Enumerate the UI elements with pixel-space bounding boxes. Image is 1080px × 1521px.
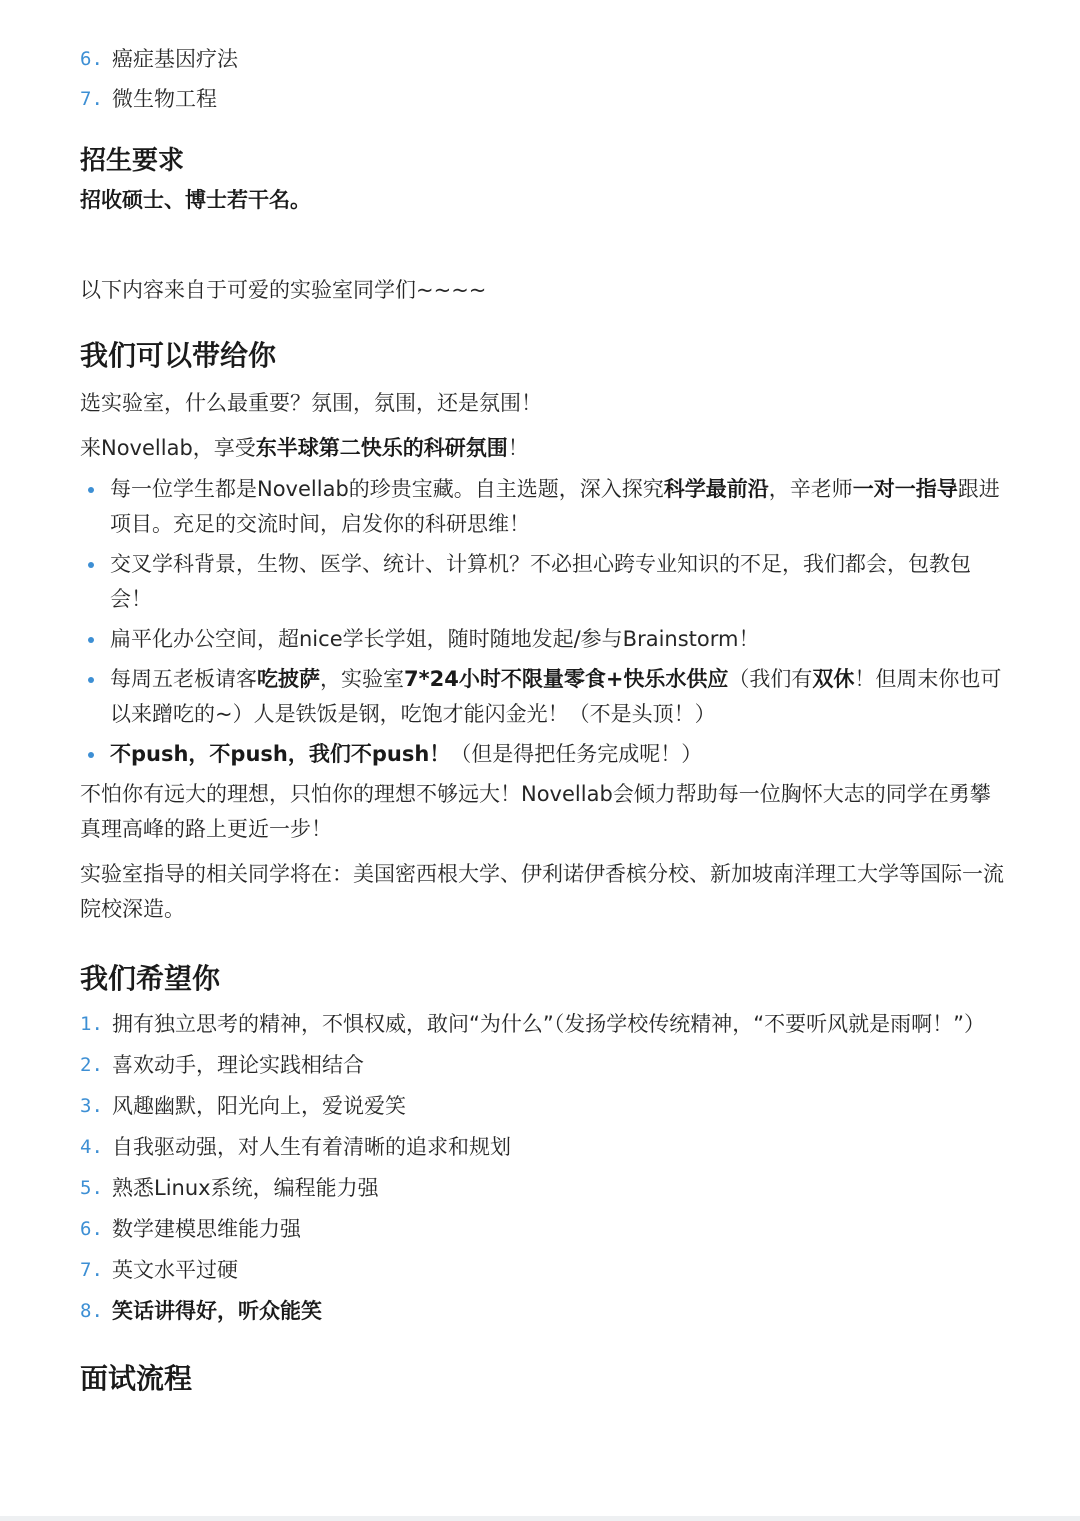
list-item-text: 笑话讲得好，听众能笑 bbox=[112, 1299, 322, 1323]
offer-paragraph-1: 选实验室，什么最重要？氛围，氛围，还是氛围！ bbox=[80, 391, 542, 415]
list-number: 5. bbox=[80, 1177, 103, 1199]
list-number: 4. bbox=[80, 1136, 103, 1158]
list-item bbox=[80, 42, 1005, 77]
offer-paragraph-4: 实验室指导的相关同学将在：美国密西根大学、伊利诺伊香槟分校、新加坡南洋理工大学等国际一流院校深造。 bbox=[80, 862, 1004, 921]
hope-heading: 我们希望你 bbox=[80, 962, 221, 995]
list-item bbox=[80, 1253, 1005, 1288]
list-item-text: 喜欢动手，理论实践相结合 bbox=[112, 1053, 364, 1077]
list-item: 不push，不push，我们不push！（但是得把任务完成呢！） bbox=[80, 737, 1005, 772]
list-item: 交叉学科背景，生物、医学、统计、计算机？不必担心跨专业知识的不足，我们都会，包教包会！ bbox=[80, 547, 1005, 617]
list-item: 每一位学生都是Novellab的珍贵宝藏。自主选题，深入探究科学最前沿，辛老师一对一指导跟进项目。充足的交流时间，启发你的科研思维！ bbox=[80, 472, 1005, 542]
list-number: 6. bbox=[80, 48, 103, 70]
list-item-text: 癌症基因疗法 bbox=[112, 47, 238, 71]
list-item bbox=[80, 82, 1005, 117]
list-item-text: 风趣幽默，阳光向上，爱说爱笑 bbox=[112, 1094, 406, 1118]
list-number: 8. bbox=[80, 1300, 103, 1322]
intro-text: 以下内容来自于可爱的实验室同学们~~~~ bbox=[80, 278, 487, 302]
list-number: 7. bbox=[80, 88, 103, 110]
list-item-text: 自我驱动强，对人生有着清晰的追求和规划 bbox=[112, 1135, 511, 1159]
hope-list bbox=[80, 1007, 1005, 1329]
list-number: 7. bbox=[80, 1259, 103, 1281]
offer-paragraph-3: 不怕你有远大的理想，只怕你的理想不够远大！Novellab会倾力帮助每一位胸怀大志的同学在勇攀真理高峰的路上更近一步！ bbox=[80, 782, 991, 841]
list-item: 每周五老板请客吃披萨，实验室7*24小时不限量零食+快乐水供应（我们有双休！但周末你也可以来蹭吃的~）人是铁饭是钢，吃饱才能闪金光！（不是头顶！） bbox=[80, 662, 1005, 732]
list-item-text: 熟悉Linux系统，编程能力强 bbox=[112, 1176, 379, 1200]
list-item: 扁平化办公空间，超nice学长学姐，随时随地发起/参与Brainstorm！ bbox=[80, 622, 1005, 657]
list-item bbox=[80, 1212, 1005, 1247]
offer-paragraph-2: 来Novellab，享受东半球第二快乐的科研氛围！ bbox=[80, 436, 529, 460]
list-number: 2. bbox=[80, 1054, 103, 1076]
list-number: 1. bbox=[80, 1013, 103, 1035]
admission-text: 招收硕士、博士若干名。 bbox=[80, 188, 311, 212]
list-item bbox=[80, 1294, 1005, 1329]
list-item-text: 英文水平过硬 bbox=[112, 1258, 238, 1282]
bullet-dot bbox=[88, 677, 94, 683]
list-item-text: 拥有独立思考的精神，不惧权威，敢问“为什么”（发扬学校传统精神，“不要听风就是雨啊！”） bbox=[112, 1012, 986, 1036]
research-directions-list bbox=[80, 42, 1005, 117]
bullet-dot bbox=[88, 487, 94, 493]
page-bottom-edge bbox=[0, 1516, 1080, 1521]
list-number: 3. bbox=[80, 1095, 103, 1117]
list-item bbox=[80, 1089, 1005, 1124]
list-number: 6. bbox=[80, 1218, 103, 1240]
offer-heading: 我们可以带给你 bbox=[80, 339, 277, 372]
bullet-dot bbox=[88, 562, 94, 568]
list-item bbox=[80, 1048, 1005, 1083]
admission-heading: 招生要求 bbox=[80, 146, 185, 176]
bullet-dot bbox=[88, 752, 94, 758]
list-item bbox=[80, 1130, 1005, 1165]
offer-bullet-list bbox=[80, 472, 1005, 772]
list-item-text: 微生物工程 bbox=[112, 87, 217, 111]
list-item-text: 数学建模思维能力强 bbox=[112, 1217, 301, 1241]
document-page bbox=[80, 42, 1005, 1399]
list-item bbox=[80, 1007, 1005, 1042]
list-item bbox=[80, 1171, 1005, 1206]
bullet-dot bbox=[88, 637, 94, 643]
interview-heading: 面试流程 bbox=[80, 1362, 193, 1395]
